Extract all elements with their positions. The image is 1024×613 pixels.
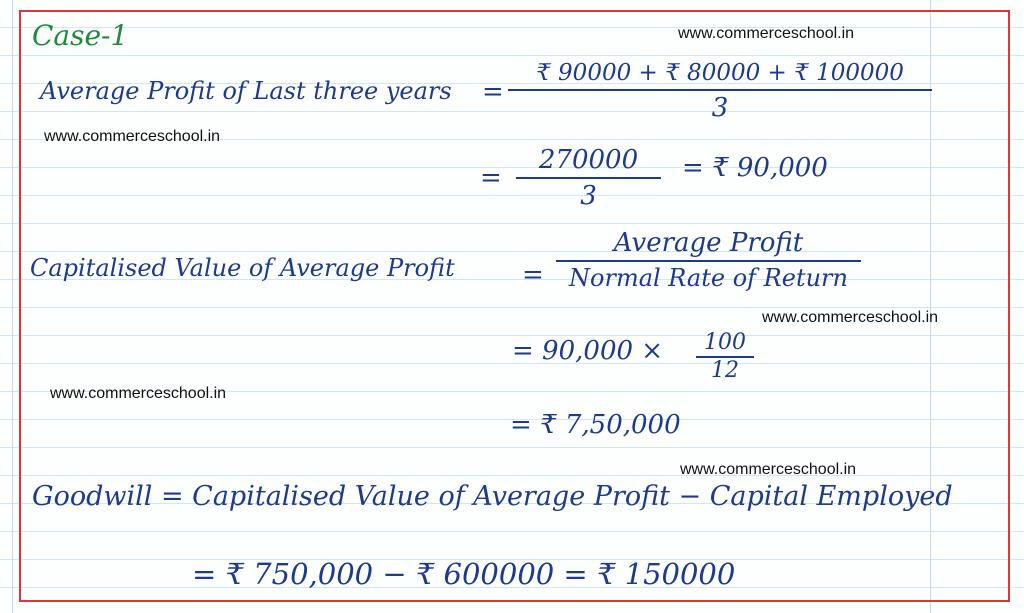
watermark-2: www.commerceschool.in (44, 128, 221, 145)
capitalised-fraction (556, 230, 861, 290)
capitalised-denominator: Normal Rate of Return (569, 264, 848, 292)
watermark-4: www.commerceschool.in (50, 385, 227, 402)
avg-profit-denominator: 3 (711, 93, 729, 123)
case-label: Case-1 (32, 19, 129, 52)
avg-profit-result: = ₹ 90,000 (682, 153, 828, 183)
avg-profit-step2-bar (516, 177, 661, 179)
avg-profit-numerator: ₹ 90000 + ₹ 80000 + ₹ 100000 (536, 60, 904, 86)
watermark-3: www.commerceschool.in (762, 309, 939, 326)
watermark-1: www.commerceschool.in (678, 25, 855, 42)
goodwill-formula: Goodwill = Capitalised Value of Average Profit − Capital Employed (32, 481, 953, 512)
capitalised-step2-denominator: 12 (711, 358, 739, 383)
capitalised-equals: = (522, 260, 544, 290)
capitalised-numerator: Average Profit (613, 228, 804, 258)
watermark-5: www.commerceschool.in (680, 461, 857, 478)
avg-profit-step2-equals: = (480, 163, 502, 193)
avg-profit-step2-denominator: 3 (580, 181, 597, 211)
capitalised-result: = ₹ 7,50,000 (510, 410, 681, 440)
avg-profit-fraction-bar (508, 89, 932, 91)
avg-profit-step2-numerator: 270000 (538, 145, 639, 175)
left-margin-line (12, 0, 13, 613)
capitalised-step2-fraction (696, 332, 754, 382)
avg-profit-step2-fraction (516, 147, 661, 209)
capitalised-fraction-bar (556, 260, 861, 262)
avg-profit-equals: = (482, 77, 504, 107)
capitalised-label: Capitalised Value of Average Profit (30, 254, 455, 282)
avg-profit-label: Average Profit of Last three years (40, 77, 452, 105)
goodwill-calculation: = ₹ 750,000 − ₹ 600000 = ₹ 150000 (192, 557, 736, 591)
avg-profit-fraction (508, 62, 932, 121)
capitalised-step2-numerator: 100 (704, 330, 746, 355)
capitalised-step2: = 90,000 × (512, 336, 664, 366)
